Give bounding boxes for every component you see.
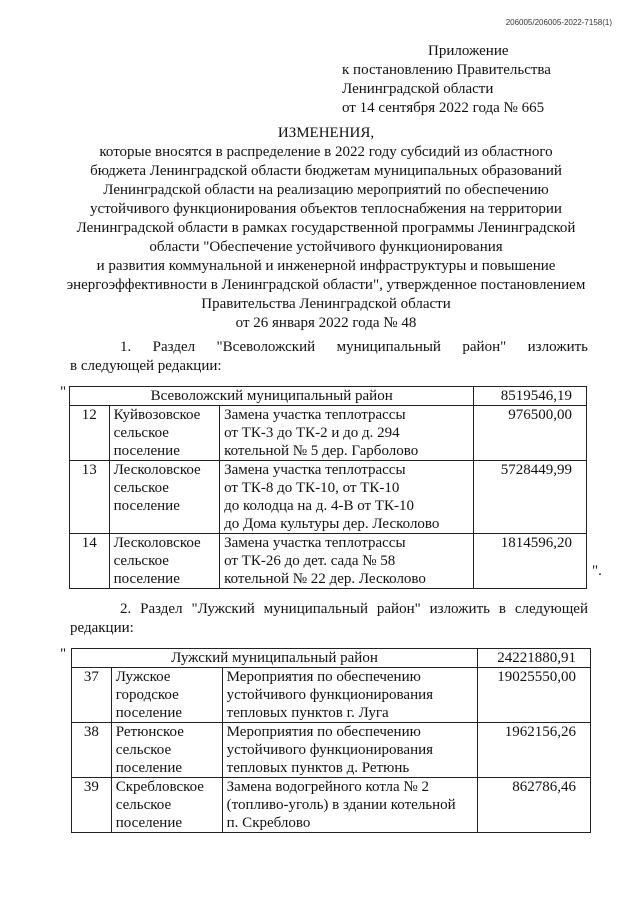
municipality-cell	[111, 668, 222, 723]
municipality-line: поселение	[113, 443, 180, 459]
municipality-cell	[109, 534, 219, 589]
activity-line: Замена участка теплотрассы	[224, 407, 406, 423]
title-line: бюджета Ленинградской области бюджетам муниципальных образований	[90, 163, 562, 179]
activity-line: до колодца на д. 4-В от ТК-10	[224, 498, 414, 514]
activity-line: котельной № 22 дер. Лесколово	[224, 571, 426, 587]
municipality-line: поселение	[115, 760, 183, 776]
activity-line: устойчивого функционирования	[226, 742, 434, 758]
opening-quote: "	[60, 646, 67, 662]
table-row	[72, 668, 591, 723]
activity-line: тепловых пунктов г. Луга	[226, 705, 389, 721]
municipality-cell	[109, 406, 219, 461]
activity-line: Замена водогрейного котла № 2	[226, 779, 429, 795]
activity-cell	[222, 723, 477, 778]
title-line: и развития коммунальной и инженерной инфраструктуры и повышение	[96, 258, 556, 274]
municipality-line: поселение	[115, 705, 183, 721]
opening-quote: "	[60, 384, 67, 400]
title-line: от 26 января 2022 года № 48	[235, 315, 417, 331]
table-row	[70, 406, 587, 461]
row-number: 37	[72, 668, 112, 723]
municipality-cell	[109, 461, 219, 534]
activity-line: от ТК-8 до ТК-10, от ТК-10	[224, 480, 400, 496]
title-line: Ленинградской области в рамках государственной программы Ленинградской	[76, 220, 576, 236]
amount-cell: 976500,00	[474, 406, 587, 461]
activity-line: п. Скреблово	[226, 815, 311, 831]
activity-cell	[220, 406, 474, 461]
amount-cell: 1962156,26	[477, 723, 590, 778]
table-vsevolozhsky	[69, 386, 587, 589]
appendix-block	[342, 42, 551, 118]
municipality-line: Ретюнское	[115, 724, 184, 740]
table-row	[72, 778, 591, 833]
municipality-line: Лесколовское	[113, 535, 201, 551]
activity-line: Мероприятия по обеспечению	[226, 724, 421, 740]
activity-line: устойчивого функционирования	[226, 687, 434, 703]
table-row	[72, 723, 591, 778]
municipality-line: поселение	[113, 571, 180, 587]
section-2-line-1: 2. Раздел "Лужский муниципальный район" изложить в следующей	[120, 601, 588, 617]
amount-cell: 5728449,99	[474, 461, 587, 534]
table-row	[70, 461, 587, 534]
amount-cell: 862786,46	[477, 778, 590, 833]
document-id: 206005/206005-2022-7158(1)	[505, 18, 612, 27]
municipality-line: сельское	[115, 797, 172, 813]
title-line: которые вносятся в распределение в 2022 году субсидий из областного	[99, 144, 553, 160]
activity-cell	[220, 461, 474, 534]
row-number: 38	[72, 723, 112, 778]
section-1-text	[70, 338, 588, 376]
municipality-line: поселение	[113, 498, 180, 514]
activity-line: Замена участка теплотрассы	[224, 462, 406, 478]
municipality-line: сельское	[113, 480, 169, 496]
row-number: 14	[70, 534, 110, 589]
appendix-line: Ленинградской области	[342, 81, 494, 97]
title-line: устойчивого функционирования объектов теплоснабжения на территории	[90, 201, 562, 217]
amount-cell: 1814596,20	[474, 534, 587, 589]
municipality-line: городское	[115, 687, 179, 703]
appendix-line: от 14 сентября 2022 года № 665	[342, 100, 545, 116]
district-name: Всеволожский муниципальный район	[70, 387, 474, 406]
district-amount: 8519546,19	[474, 387, 587, 406]
municipality-line: Скребловское	[115, 779, 204, 795]
activity-line: Мероприятия по обеспечению	[226, 669, 421, 685]
section-2-text	[70, 600, 588, 638]
activity-line: котельной № 5 дер. Гарболово	[224, 443, 419, 459]
activity-line: тепловых пунктов д. Ретюнь	[226, 760, 410, 776]
municipality-line: сельское	[115, 742, 172, 758]
municipality-line: сельское	[113, 425, 169, 441]
municipality-line: Лесколовское	[113, 462, 201, 478]
title-line: энергоэффективности в Ленинградской области", утвержденное постановлением	[66, 277, 586, 293]
table-header-row	[70, 387, 587, 406]
activity-cell	[222, 668, 477, 723]
activity-cell	[220, 534, 474, 589]
title-line: Ленинградской области на реализацию мероприятий по обеспечению	[103, 182, 549, 198]
municipality-cell	[111, 778, 222, 833]
section-1-line-2: в следующей редакции:	[70, 358, 222, 374]
activity-line: от ТК-26 до дет. сада № 58	[224, 553, 396, 569]
section-2-line-2: редакции:	[70, 620, 134, 636]
title-line: Правительства Ленинградской области	[201, 296, 451, 312]
activity-line: до Дома культуры дер. Лесколово	[224, 516, 440, 532]
activity-line: Замена участка теплотрассы	[224, 535, 406, 551]
activity-line: (топливо-уголь) в здании котельной	[226, 797, 456, 813]
appendix-line: Приложение	[428, 43, 509, 59]
closing-quote: ".	[592, 563, 602, 579]
municipality-cell	[111, 723, 222, 778]
municipality-line: Лужское	[115, 669, 171, 685]
amount-cell: 19025550,00	[477, 668, 590, 723]
district-name: Лужский муниципальный район	[72, 649, 478, 668]
activity-line: от ТК-3 до ТК-2 и до д. 294	[224, 425, 400, 441]
row-number: 13	[70, 461, 110, 534]
row-number: 12	[70, 406, 110, 461]
section-1-line-1: 1. Раздел "Всеволожский муниципальный район" изложить	[120, 339, 588, 355]
municipality-line: сельское	[113, 553, 169, 569]
municipality-line: поселение	[115, 815, 183, 831]
document-title	[40, 124, 612, 333]
title-line: области "Обеспечение устойчивого функционирования	[149, 239, 503, 255]
table-luga	[71, 648, 591, 833]
table-header-row	[72, 649, 591, 668]
district-amount: 24221880,91	[477, 649, 590, 668]
activity-cell	[222, 778, 477, 833]
appendix-line: к постановлению Правительства	[342, 62, 551, 78]
row-number: 39	[72, 778, 112, 833]
municipality-line: Куйвозовское	[113, 407, 201, 423]
table-row	[70, 534, 587, 589]
title-line: ИЗМЕНЕНИЯ,	[277, 125, 375, 141]
